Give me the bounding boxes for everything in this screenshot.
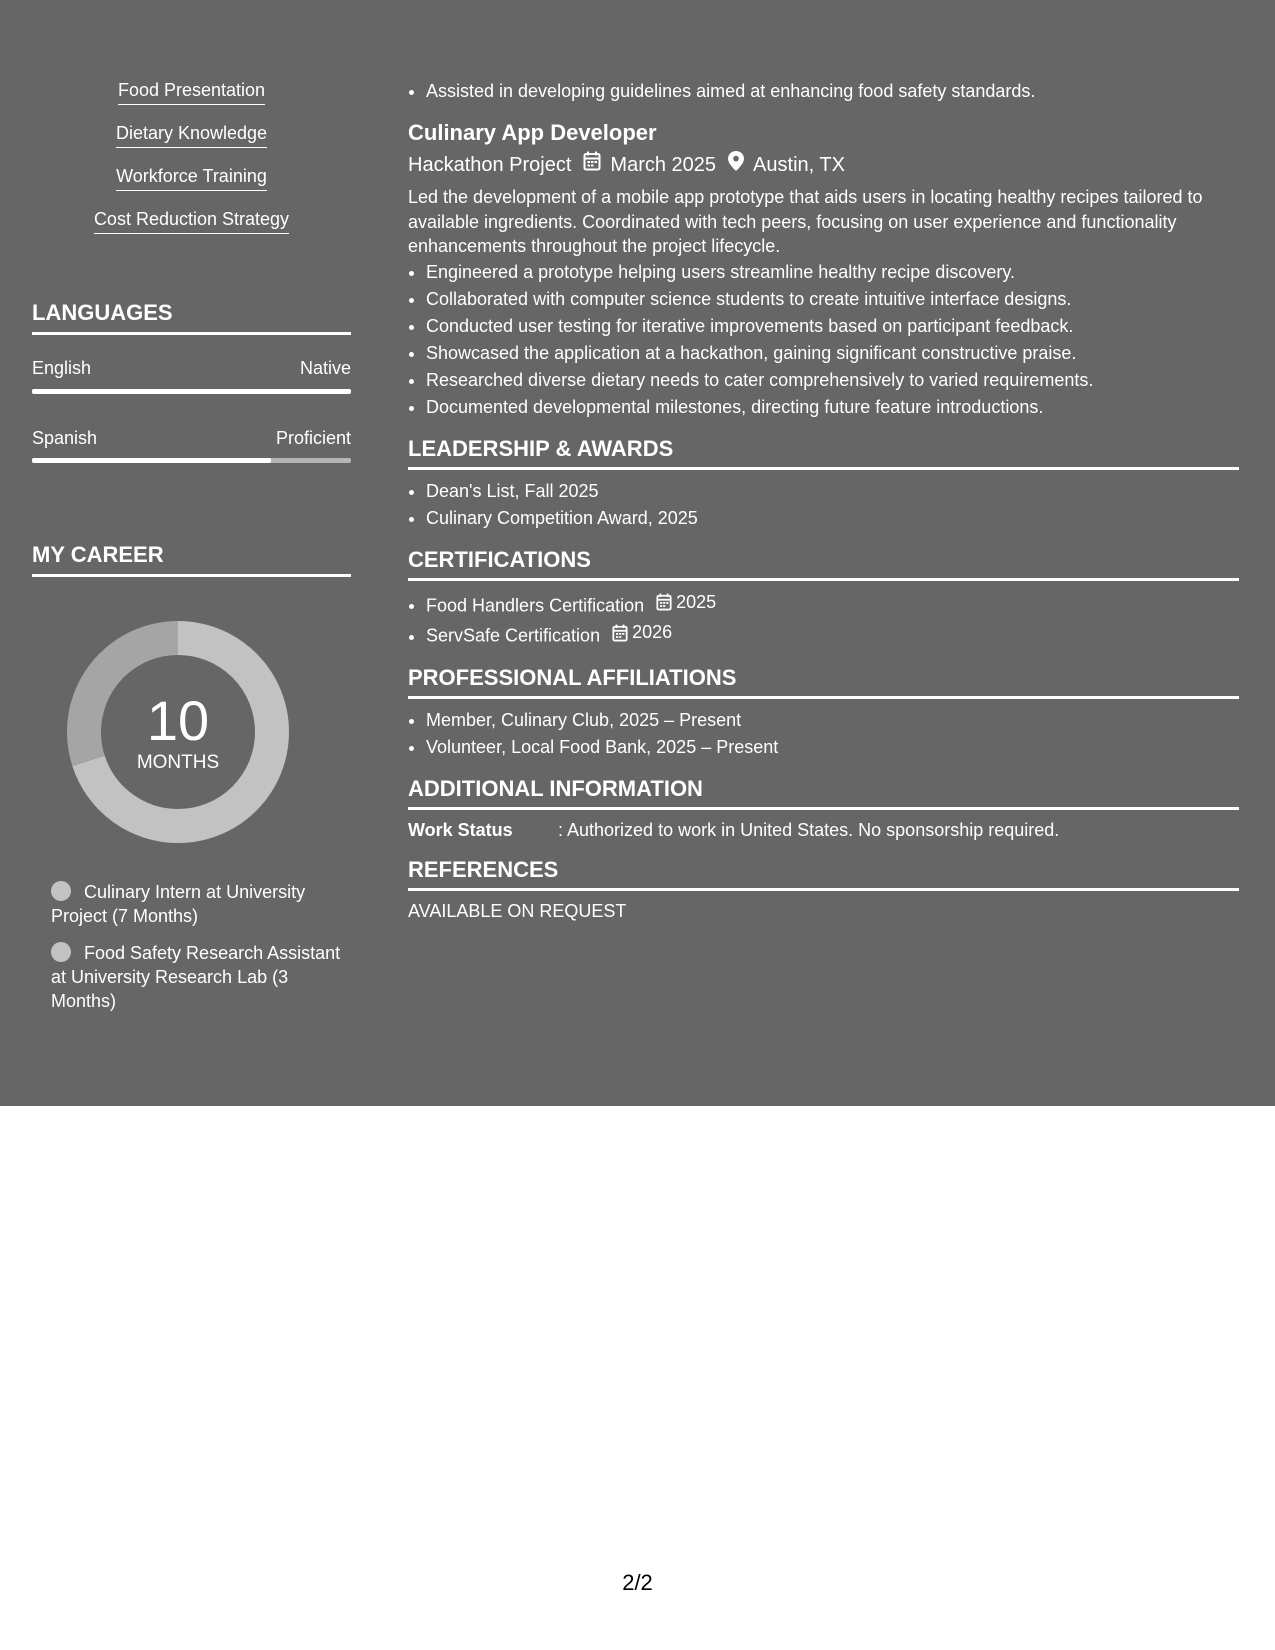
- certification-name: ServSafe Certification: [426, 625, 601, 646]
- job-description: Led the development of a mobile app prototype that aids users in locating healthy recipes tailored to available ingredients. Coordinated with tech peers, focusing on user experience and functionality enhancements throughout the project lifecycle.: [408, 187, 1203, 256]
- job-company: Hackathon Project: [408, 154, 572, 176]
- right-column: [408, 0, 1239, 923]
- bullet-item: • Documented developmental milestones, directing future feature introductions.: [426, 394, 1239, 421]
- certification-item: [426, 619, 1239, 650]
- award-item: • Culinary Competition Award, 2025: [426, 505, 1239, 532]
- work-status-row: [408, 818, 1239, 842]
- language-name: Spanish: [32, 428, 98, 448]
- career-item: [51, 880, 341, 928]
- skill-tag: Cost Reduction Strategy: [94, 209, 289, 234]
- bullet-item: • Engineered a prototype helping users streamline healthy recipe discovery.: [426, 259, 1239, 286]
- certification-year: 2026: [632, 622, 673, 642]
- languages-heading: LANGUAGES: [32, 300, 351, 335]
- bullet-item: • Collaborated with computer science students to create intuitive interface designs.: [426, 286, 1239, 313]
- language-level: Native: [299, 358, 351, 378]
- affiliation-item: • Member, Culinary Club, 2025 – Present: [426, 707, 1239, 734]
- bullet-item: • Researched diverse dietary needs to cater comprehensively to varied requirements.: [426, 367, 1239, 394]
- calendar-icon: [583, 151, 601, 179]
- previous-job-bullets: [408, 78, 1239, 105]
- career-item-text: Food Safety Research Assistant at University Research Lab (3 Months): [51, 943, 341, 1011]
- career-item: [51, 941, 341, 1013]
- references-text: AVAILABLE ON REQUEST: [408, 900, 627, 921]
- language-row: [32, 358, 351, 379]
- certifications-heading: CERTIFICATIONS: [408, 546, 1239, 581]
- job-bullets: [408, 259, 1239, 421]
- language-proficiency-fill: [32, 389, 351, 394]
- language-name: English: [32, 358, 92, 378]
- career-heading: MY CAREER: [32, 542, 351, 577]
- certifications-list: [408, 589, 1239, 650]
- awards-list: [408, 478, 1239, 532]
- career-list: [51, 880, 341, 1026]
- career-item-text: Culinary Intern at University Project (7 Months): [51, 882, 306, 926]
- circle-dot-icon: [51, 881, 71, 901]
- language-proficiency-bar: [32, 389, 351, 394]
- map-pin-icon: [728, 151, 744, 179]
- work-status-value: : Authorized to work in United States. No sponsorship required.: [558, 819, 1060, 840]
- career-total-unit: MONTHS: [136, 752, 220, 773]
- calendar-icon: [612, 624, 628, 642]
- circle-dot-icon: [51, 942, 71, 962]
- certification-date: [612, 619, 672, 646]
- skill-tags: [32, 80, 351, 252]
- certification-date: [656, 589, 716, 616]
- skill-tag: Workforce Training: [116, 166, 267, 191]
- awards-heading: LEADERSHIP & AWARDS: [408, 435, 1239, 470]
- calendar-icon: [656, 593, 672, 611]
- language-level: Proficient: [275, 428, 351, 448]
- affiliations-heading: PROFESSIONAL AFFILIATIONS: [408, 664, 1239, 699]
- affiliation-item: • Volunteer, Local Food Bank, 2025 – Present: [426, 734, 1239, 761]
- language-row: [32, 428, 351, 449]
- job-date: March 2025: [610, 154, 717, 176]
- skill-tag: Food Presentation: [118, 80, 265, 105]
- work-status-label: Work Status: [408, 819, 513, 840]
- affiliations-list: [408, 707, 1239, 761]
- job-location: Austin, TX: [753, 154, 845, 176]
- bullet-item: • Conducted user testing for iterative improvements based on participant feedback.: [426, 313, 1239, 340]
- job-title: Culinary App Developer: [408, 120, 657, 145]
- additional-info-heading: ADDITIONAL INFORMATION: [408, 775, 1239, 810]
- career-total-number: 10: [146, 689, 210, 752]
- certification-item: [426, 589, 1239, 620]
- page-number: 2/2: [622, 1570, 653, 1595]
- bullet-item: • Assisted in developing guidelines aimed at enhancing food safety standards.: [426, 78, 1239, 105]
- language-proficiency-fill: [32, 458, 271, 463]
- language-proficiency-bar: [32, 458, 351, 463]
- bullet-item: • Showcased the application at a hackathon, gaining significant constructive praise.: [426, 340, 1239, 367]
- skill-tag: Dietary Knowledge: [116, 123, 267, 148]
- certification-year: 2025: [676, 591, 717, 612]
- career-donut-chart: [66, 620, 290, 844]
- references-heading: REFERENCES: [408, 856, 1239, 891]
- award-item: • Dean's List, Fall 2025: [426, 478, 1239, 505]
- job-meta: [408, 151, 1239, 179]
- certification-name: Food Handlers Certification: [426, 595, 645, 615]
